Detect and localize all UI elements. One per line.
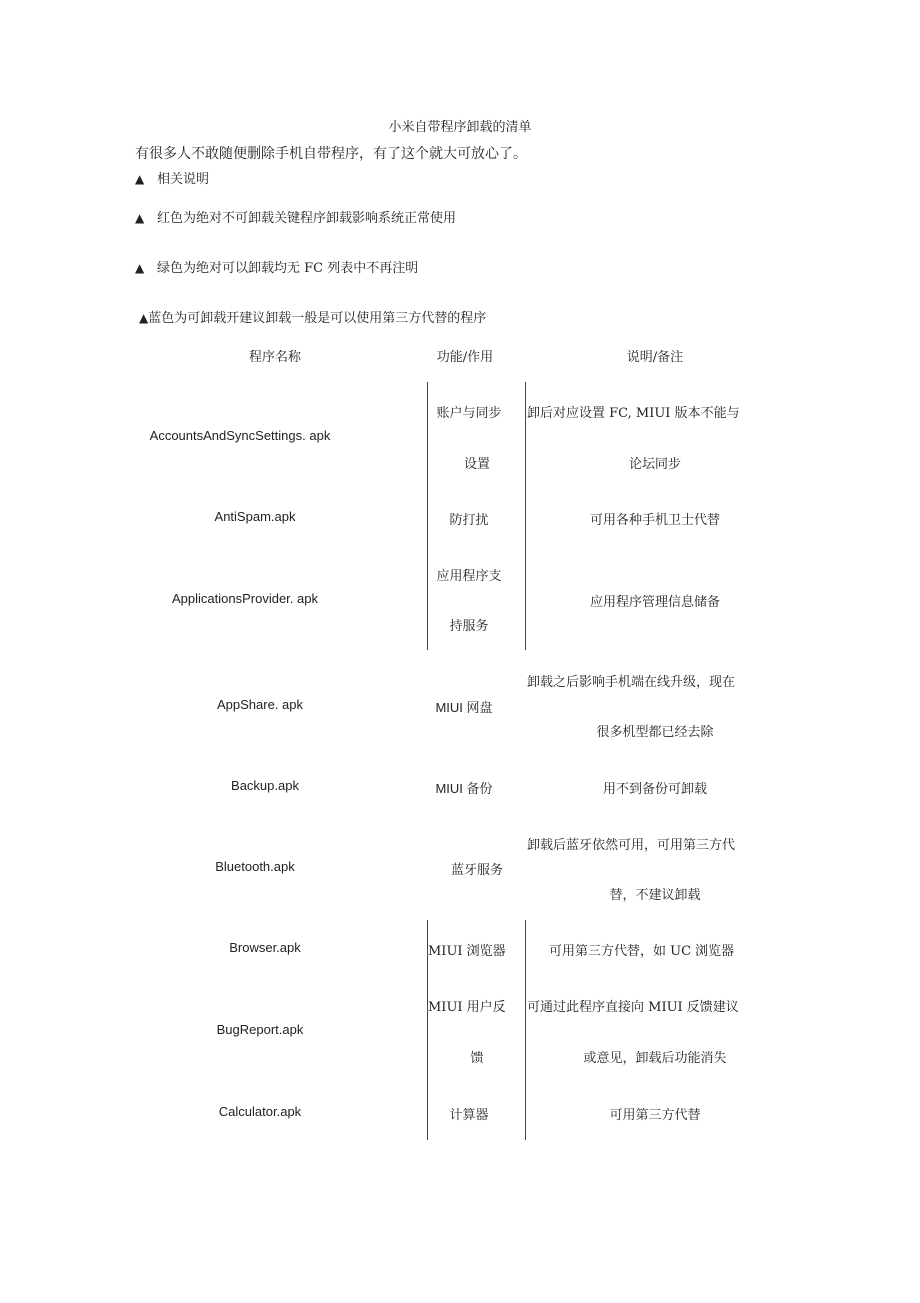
- table-row-function: MIUI 浏览器: [428, 944, 506, 959]
- table-row-note: 卸载之后影响手机端在线升级，现在: [527, 675, 736, 690]
- intro-text: 有很多人不敢随便删除手机自带程序，有了这个就大可放心了。: [135, 146, 527, 162]
- note-blue: ▲蓝色为可卸载开建议卸载一般是可以使用第三方代替的程序: [139, 311, 487, 326]
- triangle-bullet-icon: ▲: [139, 311, 149, 325]
- table-row-note: 替，不建议卸载: [609, 888, 701, 903]
- table-row-note: 卸载后蓝牙依然可用，可用第三方代: [527, 838, 736, 853]
- table-row-function: MIUI 备份: [435, 781, 493, 796]
- triangle-bullet-icon: ▲: [135, 172, 145, 186]
- table-row-function: 计算器: [449, 1108, 489, 1123]
- header-notes: 说明/备注: [626, 350, 684, 365]
- note-green: ▲ 绿色为绝对可以卸载均无 FC 列表中不再注明: [135, 261, 419, 276]
- table-row-function: MIUI 用户反: [428, 1000, 506, 1015]
- table-row-name: AntiSpam.apk: [214, 509, 296, 524]
- table-row-note: 应用程序管理信息储备: [589, 595, 720, 610]
- table-row-name: AppShare. apk: [216, 697, 303, 712]
- table-row-name: Backup.apk: [231, 778, 299, 793]
- table-row-name: Browser.apk: [229, 940, 301, 955]
- table-row-note: 可用第三方代替，如 UC 浏览器: [549, 944, 735, 959]
- table-row-note: 卸后对应设置 FC, MIUI 版本不能与: [527, 406, 740, 421]
- table-row-note: 论坛同步: [628, 457, 681, 472]
- header-program-name: 程序名称: [248, 350, 301, 365]
- table-row-function: 账户与同步: [436, 406, 502, 421]
- table-row-function: 应用程序支: [436, 569, 502, 584]
- table-row-name: Bluetooth.apk: [215, 859, 295, 874]
- page-title: 小米自带程序卸载的清单: [388, 120, 532, 135]
- table-row-function: 持服务: [449, 619, 489, 634]
- table-row-function: 防打扰: [449, 513, 489, 528]
- table-row-name: BugReport.apk: [216, 1022, 304, 1037]
- table-row-note: 可用各种手机卫士代替: [589, 513, 720, 528]
- table-row-note: 很多机型都已经去除: [596, 725, 714, 740]
- table-row-function: 蓝牙服务: [450, 863, 503, 878]
- triangle-bullet-icon: ▲: [135, 211, 145, 225]
- header-function: 功能/作用: [436, 350, 494, 365]
- table-row-name: ApplicationsProvider. apk: [172, 591, 318, 606]
- table-row-note: 可用第三方代替: [609, 1108, 701, 1123]
- table-row-function: 设置: [463, 457, 490, 472]
- table-row-note: 用不到备份可卸载: [602, 782, 707, 797]
- table-row-function: 馈: [470, 1051, 484, 1066]
- table-row-name: Calculator.apk: [218, 1104, 302, 1119]
- note-red: ▲ 红色为绝对不可卸载关键程序卸载影响系统正常使用: [135, 211, 457, 226]
- note-related: ▲ 相关说明: [135, 172, 210, 187]
- table-row-note: 或意见，卸载后功能消失: [583, 1051, 727, 1066]
- table-row-function: MIUI 网盘: [435, 700, 493, 715]
- triangle-bullet-icon: ▲: [135, 261, 145, 275]
- table-row-name: AccountsAndSyncSettings. apk: [149, 428, 331, 443]
- table-row-note: 可通过此程序直接向 MIUI 反馈建议: [527, 1000, 739, 1015]
